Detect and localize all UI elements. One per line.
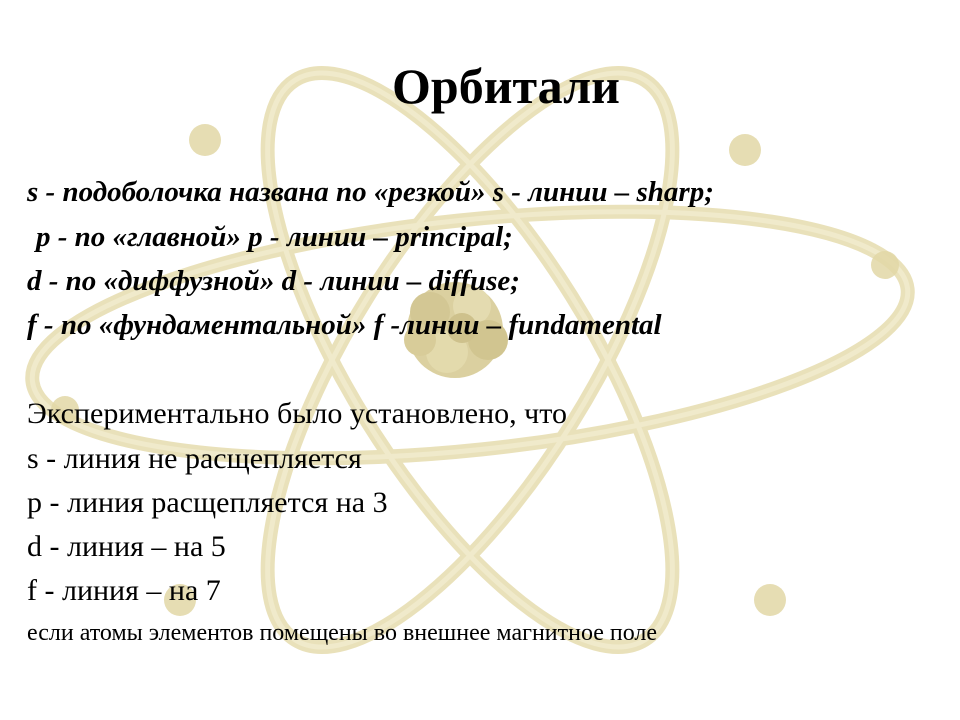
experiment-condition-note: если атомы элементов помещены во внешнее магнитное поле	[27, 620, 658, 646]
orbital-d-definition: d - по «диффузной» d - линии – diffuse;	[27, 265, 520, 297]
orbital-f-definition: f - по «фундаментальной» f -линии – fundamental	[27, 309, 662, 341]
experiment-s-line: s - линия не расщепляется	[27, 442, 362, 475]
slide-title: Орбитали	[392, 58, 620, 114]
orbital-p-definition: p - по «главной» p - линии – principal;	[36, 221, 513, 253]
orbital-s-definition: s - подоболочка названа по «резкой» s - линии – sharp;	[27, 176, 714, 208]
experiment-f-line: f - линия – на 7	[27, 574, 221, 607]
experiment-d-line: d - линия – на 5	[27, 530, 226, 563]
experiment-intro: Экспериментально было установлено, что	[27, 397, 567, 430]
experiment-p-line: p - линия расщепляется на 3	[27, 486, 388, 519]
